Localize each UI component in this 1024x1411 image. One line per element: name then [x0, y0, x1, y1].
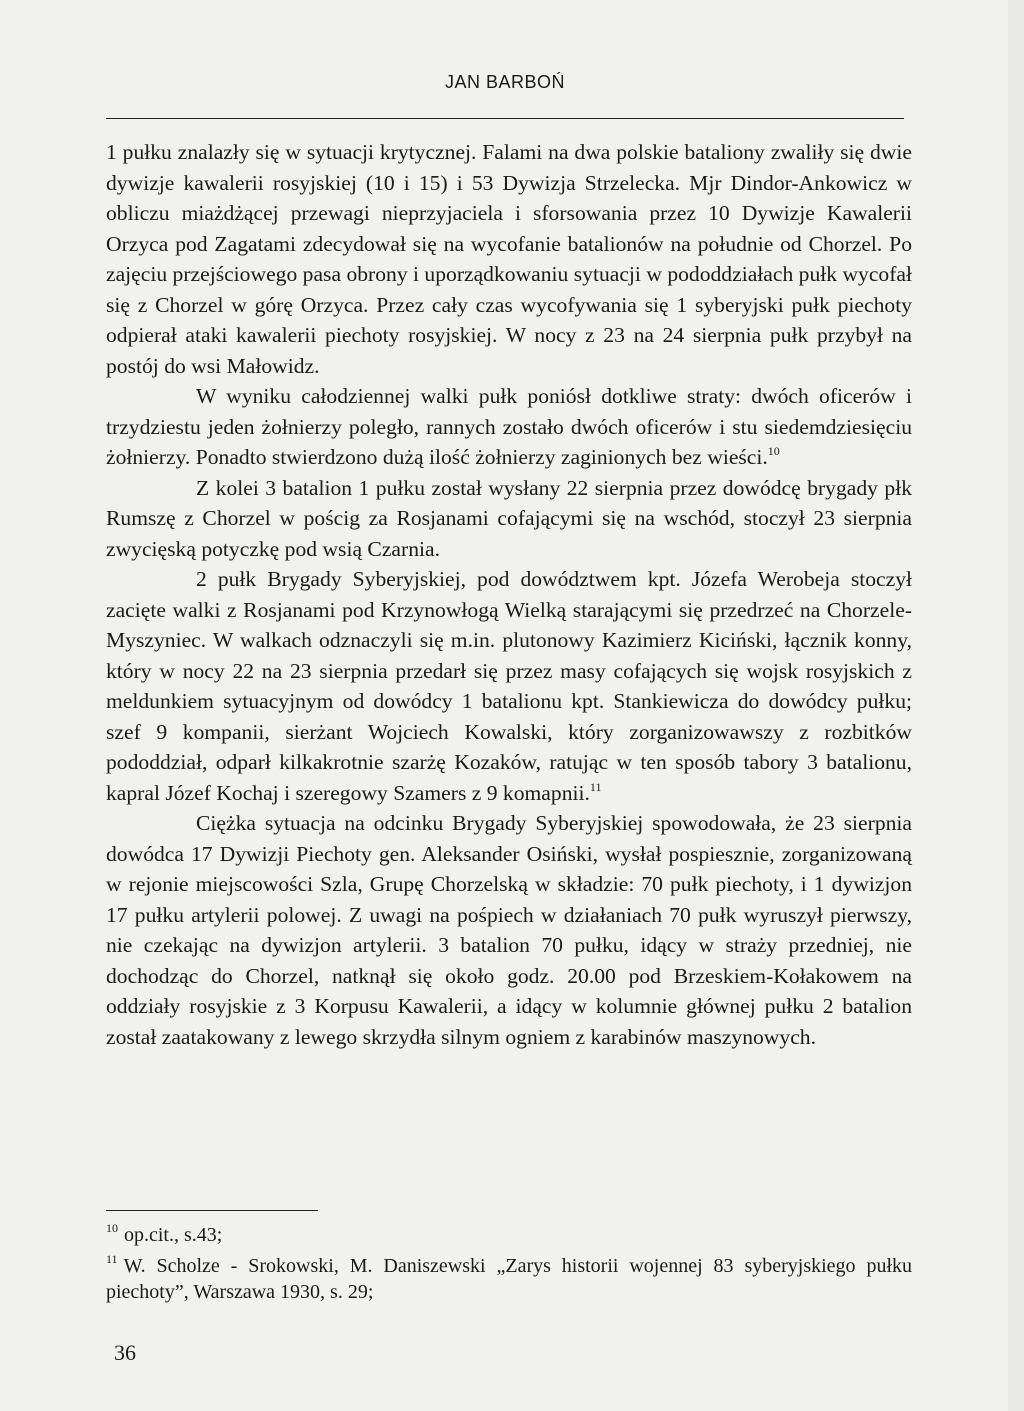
- paragraph: W wyniku całodziennej walki pułk poniósł dotkliwe straty: dwóch oficerów i trzydziestu jeden żołnierzy poległo, rannych zostało dwóch oficerów i stu siedemdziesięciu żołnierzy. Ponadto stwierdzono dużą ilość żołnierzy zaginionych bez wieści.$^{10}$: [106, 384, 912, 469]
- body-text: [106, 137, 912, 1052]
- footnote-number: 11: [106, 1252, 118, 1266]
- footnote-ref: 11: [589, 779, 602, 794]
- footnote-text: op.cit., s.43;: [124, 1224, 223, 1246]
- footnote: [106, 1222, 912, 1248]
- page-number: 36: [114, 1340, 136, 1365]
- footnote-number: 10: [106, 1221, 118, 1235]
- running-header: JAN BARBOŃ: [444, 72, 566, 92]
- paragraph: 1 pułku znalazły się w sytuacji krytycznej. Falami na dwa polskie bataliony zwaliły się dwie dywizje kawalerii rosyjskiej (10 i 15) i 53 Dywizja Strzelecka. Mjr Dindor-Ankowicz w obliczu miażdżącej przewagi nieprzyjaciela i sforsowania przez 10 Dywizje Kawalerii Orzyca pod Zagatami zdecydował się na wycofanie batalionów na południe od Chorzel. Po zajęciu przejściowego pasa obrony i uporządkowaniu sytuacji w pododdziałach pułk wycofał się z Chorzel w górę Orzyca. Przez cały czas wycofywania się 1 syberyjski pułk piechoty odpierał ataki kawalerii piechoty rosyjskiej. W nocy z 23 na 24 sierpnia pułk przybył na postój do wsi Małowidz.: [106, 140, 912, 378]
- footnote-rule: [106, 1210, 318, 1211]
- paragraph: 2 pułk Brygady Syberyjskiej, pod dowództwem kpt. Józefa Werobeja stoczył zacięte walki z Rosjanami pod Krzynowłogą Wielką starającymi się przedrzeć na Chorzele- Myszyniec. W walkach odznaczyli się m.in. plutonowy Kazimierz Kiciński, łącznik konny, który w nocy 22 na 23 sierpnia przedarł się przez masy cofających się wojsk rosyjskich z meldunkiem sytuacyjnym od dowódcy 1 batalionu kpt. Stankiewicza do dowódcy pułku; szef 9 kompanii, sierżant Wojciech Kowalski, który zorganizowawszy z rozbitków pododdział, odparł kilkakrotnie szarżę Kozaków, ratując w ten sposób tabory 3 batalionu, kapral Józef Kochaj i szeregowy Szamers z 9 komapnii.$^{11}$: [106, 567, 912, 805]
- paragraph: Ciężka sytuacja na odcinku Brygady Syberyjskiej spowodowała, że 23 sierpnia dowódca 17 Dywizji Piechoty gen. Aleksander Osiński, wysłał pospiesznie, zorganizowaną w rejonie miejscowości Szla, Grupę Chorzelską w składzie: 70 pułk piechoty, i 1 dywizjon 17 pułku artylerii polowej. Z uwagi na pośpiech w działaniach 70 pułk wyruszył pierwszy, nie czekając na dywizjon artylerii. 3 batalion 70 pułku, idący w straży przedniej, nie dochodząc do Chorzel, natknął się około godz. 20.00 pod Brzeskiem-Kołakowem na oddziały rosyjskie z 3 Korpusu Kawalerii, a idący w kolumnie głównej pułku 2 batalion został zaatakowany z lewego skrzydła silnym ogniem z karabinów maszynowych.: [106, 811, 912, 1049]
- header-rule: [106, 118, 904, 119]
- footnotes: [106, 1222, 912, 1310]
- paragraph: Z kolei 3 batalion 1 pułku został wysłany 22 sierpnia przez dowódcę brygady płk Rumszę z Chorzel w pościg za Rosjanami cofającymi się na wschód, stoczył 23 sierpnia zwycięską potyczkę pod wsią Czarnia.: [106, 475, 912, 561]
- footnote-ref: 10: [767, 444, 780, 458]
- footnote-text: W. Scholze - Srokowski, M. Daniszewski „Zarys historii wojennej 83 syberyjskiego pułku piechoty”, Warszawa 1930, s. 29;: [106, 1255, 912, 1303]
- footnote: [106, 1253, 912, 1305]
